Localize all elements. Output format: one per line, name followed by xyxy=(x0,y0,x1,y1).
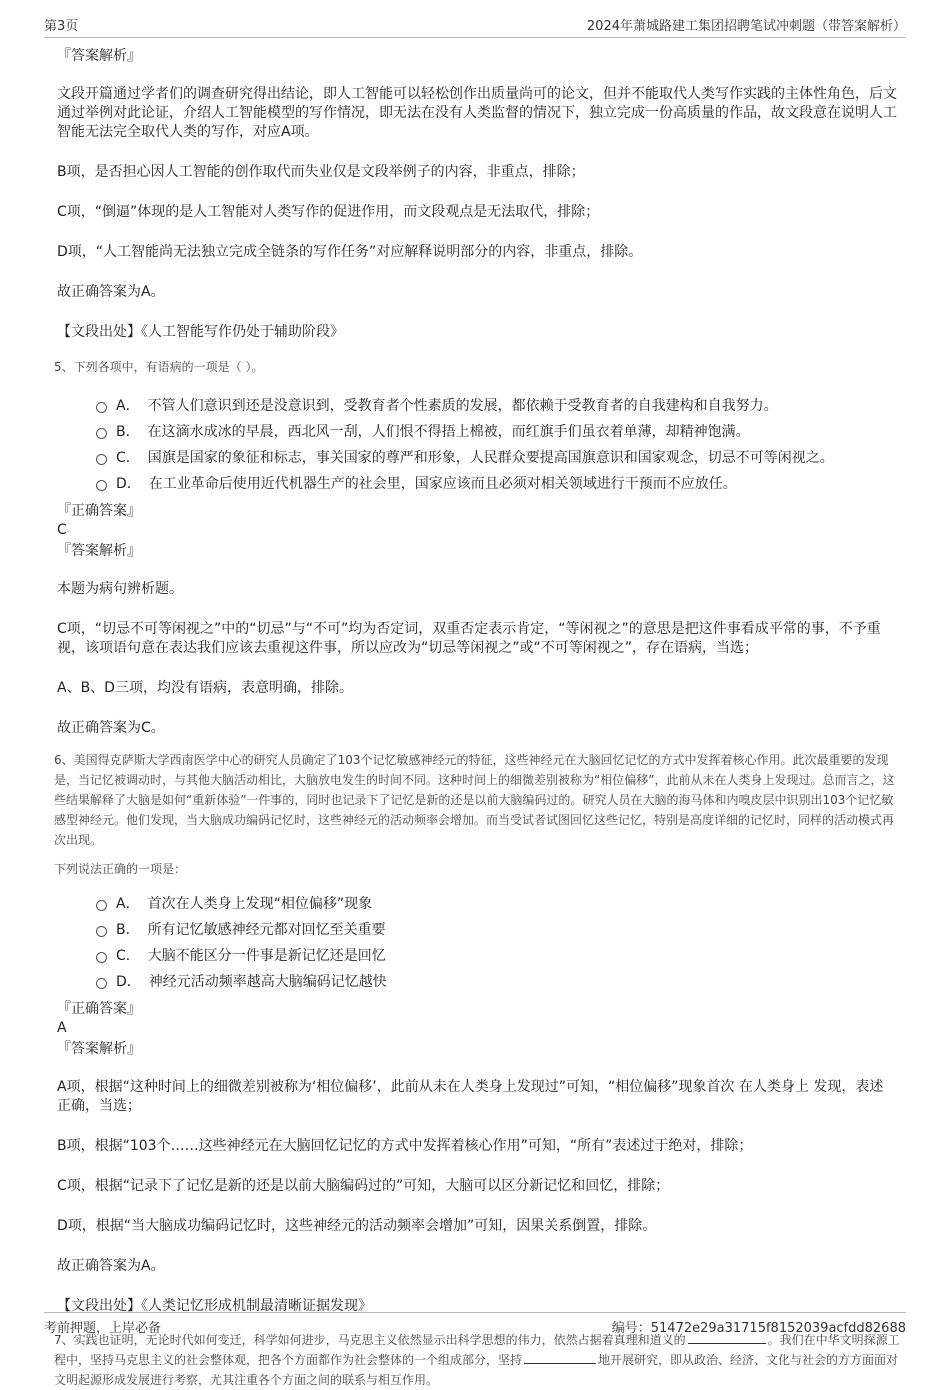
option-text: 在工业革命后使用近代机器生产的社会里，国家应该而且必须对相关领域进行干预而不应放任。 xyxy=(148,476,737,492)
q6-conclusion: 故正确答案为A。 xyxy=(57,1258,165,1274)
q5-conclusion: 故正确答案为C。 xyxy=(57,720,165,736)
radio-icon[interactable] xyxy=(96,952,107,963)
option-letter: A． xyxy=(116,398,140,414)
page-number: 第3页 xyxy=(44,19,79,34)
q5-analysis-label: 『答案解析』 xyxy=(57,543,141,559)
q4-analysis-label: 『答案解析』 xyxy=(57,48,141,64)
q5-options xyxy=(96,392,950,496)
radio-icon[interactable] xyxy=(96,480,107,491)
document-title: 2024年萧城路建工集团招聘笔试冲刺题（带答案解析） xyxy=(586,19,906,34)
q4-analysis-p2: B项，是否担心因人工智能的创作取代而失业仅是文段举例子的内容，非重点，排除； xyxy=(57,164,585,180)
q6-source: 【文段出处】《人类记忆形成机制最清晰证据发现》 xyxy=(57,1298,372,1314)
option-text: 在这滴水成冰的早晨，西北风一刮，人们恨不得捂上棉被，而红旗手们虽衣着单薄，却精神饱满。 xyxy=(147,424,750,440)
q4-analysis-p1: 文段开篇通过学者们的调查研究得出结论，即人工智能可以轻松创作出质量尚可的论文，但并不能取代人类写作实践的主体性角色，后文通过举例对此论证，介绍人工智能模型的写作情况，即无法在没有人类监督的情况下，独立完成一份高质量的作品，故文段意在说明人工智能无法完全取代人类的写作，对应A项。 xyxy=(57,86,897,140)
q6-options xyxy=(96,890,950,994)
q7-blank-2[interactable] xyxy=(524,1351,596,1364)
option-text: 国旗是国家的象征和标志，事关国家的尊严和形象，人民群众要提高国旗意识和国家观念，切忌不可等闲视之。 xyxy=(147,450,834,466)
q5-stem: 5、下列各项中，有语病的一项是（ ）。 xyxy=(54,360,264,374)
page-content xyxy=(0,40,950,1390)
option-letter: B． xyxy=(116,922,140,938)
q7-text-part1: 7、实践也证明，无论时代如何变迁，科学如何进步，马克思主义依然显示出科学思想的伟力，依然占据着真理和道义的 xyxy=(54,1333,686,1347)
page-header xyxy=(44,12,906,38)
q6-option-a[interactable] xyxy=(96,890,950,916)
option-text: 不管人们意识到还是没意识到，受教育者个性素质的发展，都依赖于受教育者的自我建构和自我努力。 xyxy=(147,398,778,414)
option-letter: C． xyxy=(116,948,140,964)
q5-analysis-p3: A、B、D三项，均没有语病，表意明确，排除。 xyxy=(57,680,353,696)
option-letter: C． xyxy=(116,450,140,466)
option-text: 所有记忆敏感神经元都对回忆至关重要 xyxy=(147,922,386,938)
radio-icon[interactable] xyxy=(96,926,107,937)
q6-analysis-p3: C项，根据“记录下了记忆是新的还是以前大脑编码过的”可知，大脑可以区分新记忆和回忆，排除； xyxy=(57,1178,670,1194)
radio-icon[interactable] xyxy=(96,978,107,989)
q5-analysis-p2: C项，“切忌不可等闲视之”中的“切忌”与“不可”均为否定词，双重否定表示肯定，“等闲视之”的意思是把这件事看成平常的事，不予重视，该项语句意在表达我们应该去重视这件事，所以应改为“切忌等闲视之”或“不可等闲视之”，存在语病，当选； xyxy=(57,621,881,656)
radio-icon[interactable] xyxy=(96,402,107,413)
q6-analysis-p1: A项，根据“这种时间上的细微差别被称为‘相位偏移’，此前从未在人类身上发现过”可知，“相位偏移”现象首次 在人类身上 发现，表述正确，当选； xyxy=(57,1079,884,1114)
radio-icon[interactable] xyxy=(96,428,107,439)
page-footer xyxy=(44,1312,906,1341)
option-letter: B． xyxy=(116,424,140,440)
q5-option-d[interactable] xyxy=(96,470,950,496)
q4-analysis-p3: C项，“倒逼”体现的是人工智能对人类写作的促进作用，而文段观点是无法取代，排除； xyxy=(57,204,600,220)
document-id: 编号：51472e29a31715f8152039acfdd82688 xyxy=(611,1321,906,1336)
q5-option-b[interactable] xyxy=(96,418,950,444)
option-letter: D． xyxy=(116,974,141,990)
q6-option-c[interactable] xyxy=(96,942,950,968)
q7-text-part3: 地开展研究，即从政治、经济、文化与社会的方方面面对文明起源形成发展进行考察，尤其注重各个方面之间的联系与相互作用。 xyxy=(54,1353,899,1387)
option-text: 大脑不能区分一件事是新记忆还是回忆 xyxy=(147,948,386,964)
q4-source: 【文段出处】《人工智能写作仍处于辅助阶段》 xyxy=(57,324,344,340)
q5-answer: C xyxy=(57,522,67,538)
q6-stem: 6、美国得克萨斯大学西南医学中心的研究人员确定了103个记忆敏感神经元的特征，这些神经元在大脑回忆记忆的方式中发挥着核心作用。此次最重要的发现是，当记忆被调动时，与其他大脑活动相比，大脑放电发生的时间不同。这种时间上的细微差别被称为“相位偏移”，此前从未在人类身上发现过。总而言之，这些结果解释了大脑是如何“重新体验”一件事的，同时也记录下了记忆是新的还是以前大脑编码过的。研究人员在大脑的海马体和内嗅皮层中识别出103个记忆敏感型神经元。他们发现，当大脑成功编码记忆时，这些神经元的活动频率会增加。而当受试者试图回忆这些记忆，特别是高度详细的记忆时，同样的活动模式再次出现。 xyxy=(54,753,895,847)
option-letter: A． xyxy=(116,896,140,912)
option-text: 神经元活动频率越高大脑编码记忆越快 xyxy=(148,974,387,990)
footer-slogan: 考前押题，上岸必备 xyxy=(44,1321,162,1336)
radio-icon[interactable] xyxy=(96,454,107,465)
q4-conclusion: 故正确答案为A。 xyxy=(57,284,165,300)
q5-answer-label: 『正确答案』 xyxy=(57,503,141,519)
q6-prompt: 下列说法正确的一项是： xyxy=(54,862,187,876)
q5-option-c[interactable] xyxy=(96,444,950,470)
q6-analysis-label: 『答案解析』 xyxy=(57,1041,141,1057)
q6-option-d[interactable] xyxy=(96,968,950,994)
q6-analysis-p4: D项，根据“当大脑成功编码记忆时，这些神经元的活动频率会增加”可知，因果关系倒置，排除。 xyxy=(57,1218,657,1234)
q7-text-part2: 。我们在中华文明探源工程中，坚持马克思主义的社会整体观，把各个方面都作为社会整体的一个组成部分，坚持 xyxy=(54,1333,900,1367)
option-text: 首次在人类身上发现“相位偏移”现象 xyxy=(147,896,373,912)
q6-option-b[interactable] xyxy=(96,916,950,942)
option-letter: D． xyxy=(116,476,141,492)
q6-answer-label: 『正确答案』 xyxy=(57,1001,141,1017)
q6-analysis-p2: B项，根据“103个……这些神经元在大脑回忆记忆的方式中发挥着核心作用”可知，“所有”表述过于绝对，排除； xyxy=(57,1138,753,1154)
q4-analysis-p4: D项，“人工智能尚无法独立完成全链条的写作任务”对应解释说明部分的内容，非重点，排除。 xyxy=(57,244,643,260)
q5-analysis-p1: 本题为病句辨析题。 xyxy=(57,581,183,597)
q5-option-a[interactable] xyxy=(96,392,950,418)
q6-answer: A xyxy=(57,1020,67,1036)
radio-icon[interactable] xyxy=(96,900,107,911)
